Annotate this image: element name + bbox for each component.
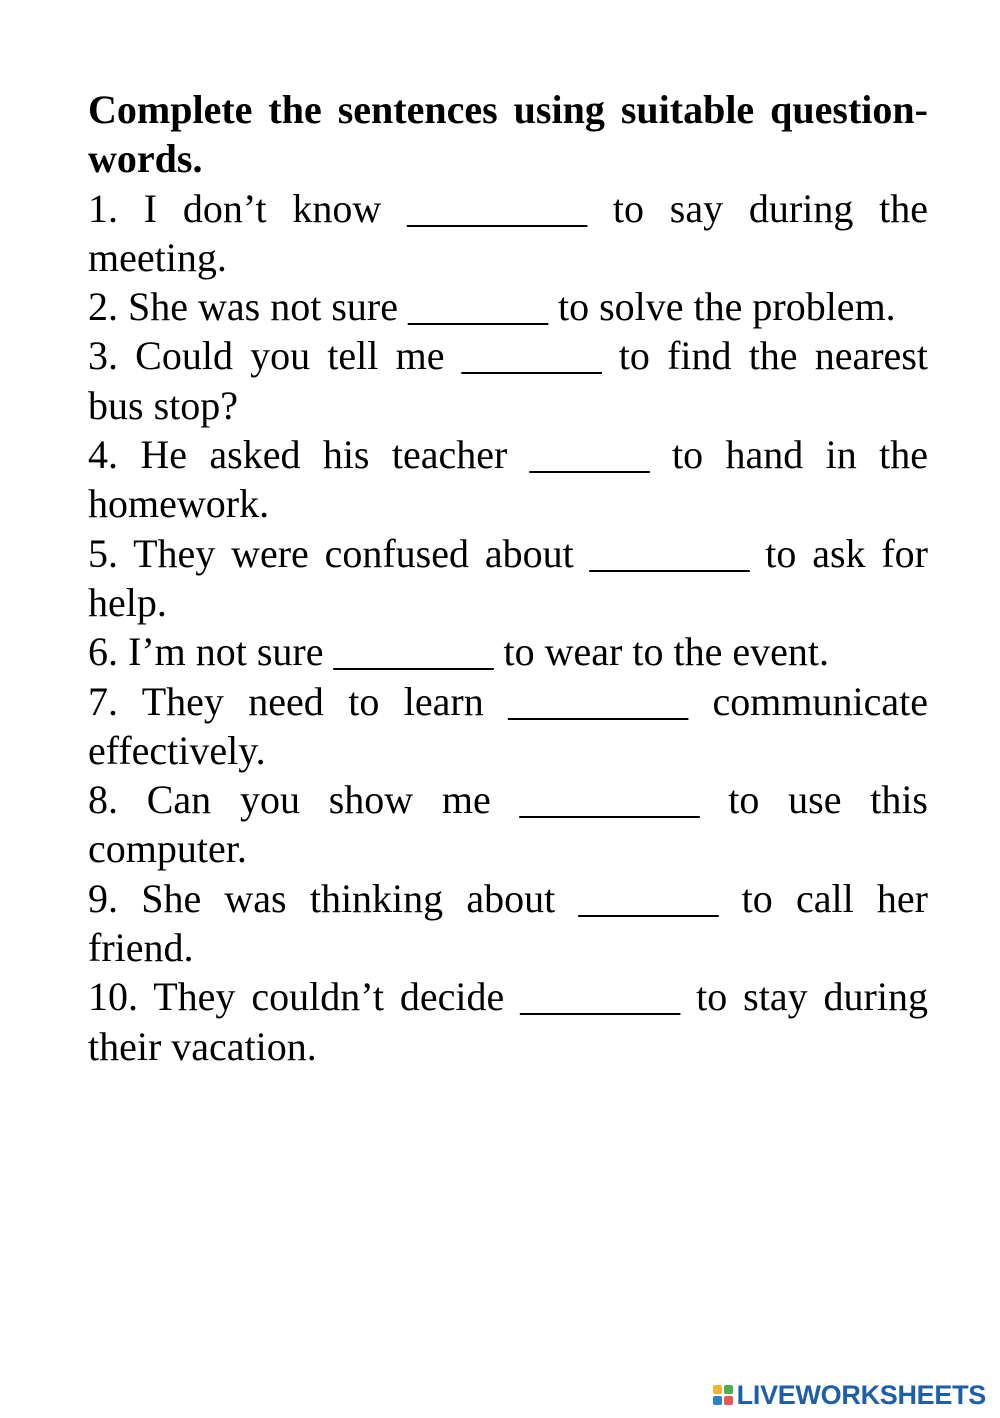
question-8: 8. Can you show me _________ to use this computer. bbox=[88, 777, 928, 872]
question-2: 2. She was not sure _______ to solve the problem. bbox=[88, 284, 896, 330]
question-10: 10. They couldn’t decide ________ to stay during their vacation. bbox=[88, 974, 928, 1069]
liveworksheets-logo-icon bbox=[713, 1385, 733, 1405]
liveworksheets-logo bbox=[713, 1380, 986, 1410]
logo-mark-tile-2 bbox=[724, 1385, 733, 1394]
question-6: 6. I’m not sure ________ to wear to the event. bbox=[88, 629, 829, 675]
question-4: 4. He asked his teacher ______ to hand in the homework. bbox=[88, 432, 928, 527]
logo-mark-tile-4 bbox=[724, 1396, 733, 1405]
question-7: 7. They need to learn _________ communicate effectively. bbox=[88, 678, 928, 773]
question-1: 1. I don’t know _________ to say during the meeting. bbox=[88, 185, 928, 280]
worksheet bbox=[88, 85, 928, 1071]
logo-text: LIVEWORKSHEETS bbox=[736, 1379, 986, 1410]
question-3: 3. Could you tell me _______ to find the nearest bus stop? bbox=[88, 333, 928, 428]
logo-mark-tile-1 bbox=[713, 1385, 722, 1394]
logo-mark-tile-3 bbox=[713, 1396, 722, 1405]
instruction-heading: Complete the sentences using suitable question-words. bbox=[88, 87, 928, 182]
question-5: 5. They were confused about ________ to ask for help. bbox=[88, 530, 928, 625]
question-9: 9. She was thinking about _______ to call her friend. bbox=[88, 875, 928, 971]
